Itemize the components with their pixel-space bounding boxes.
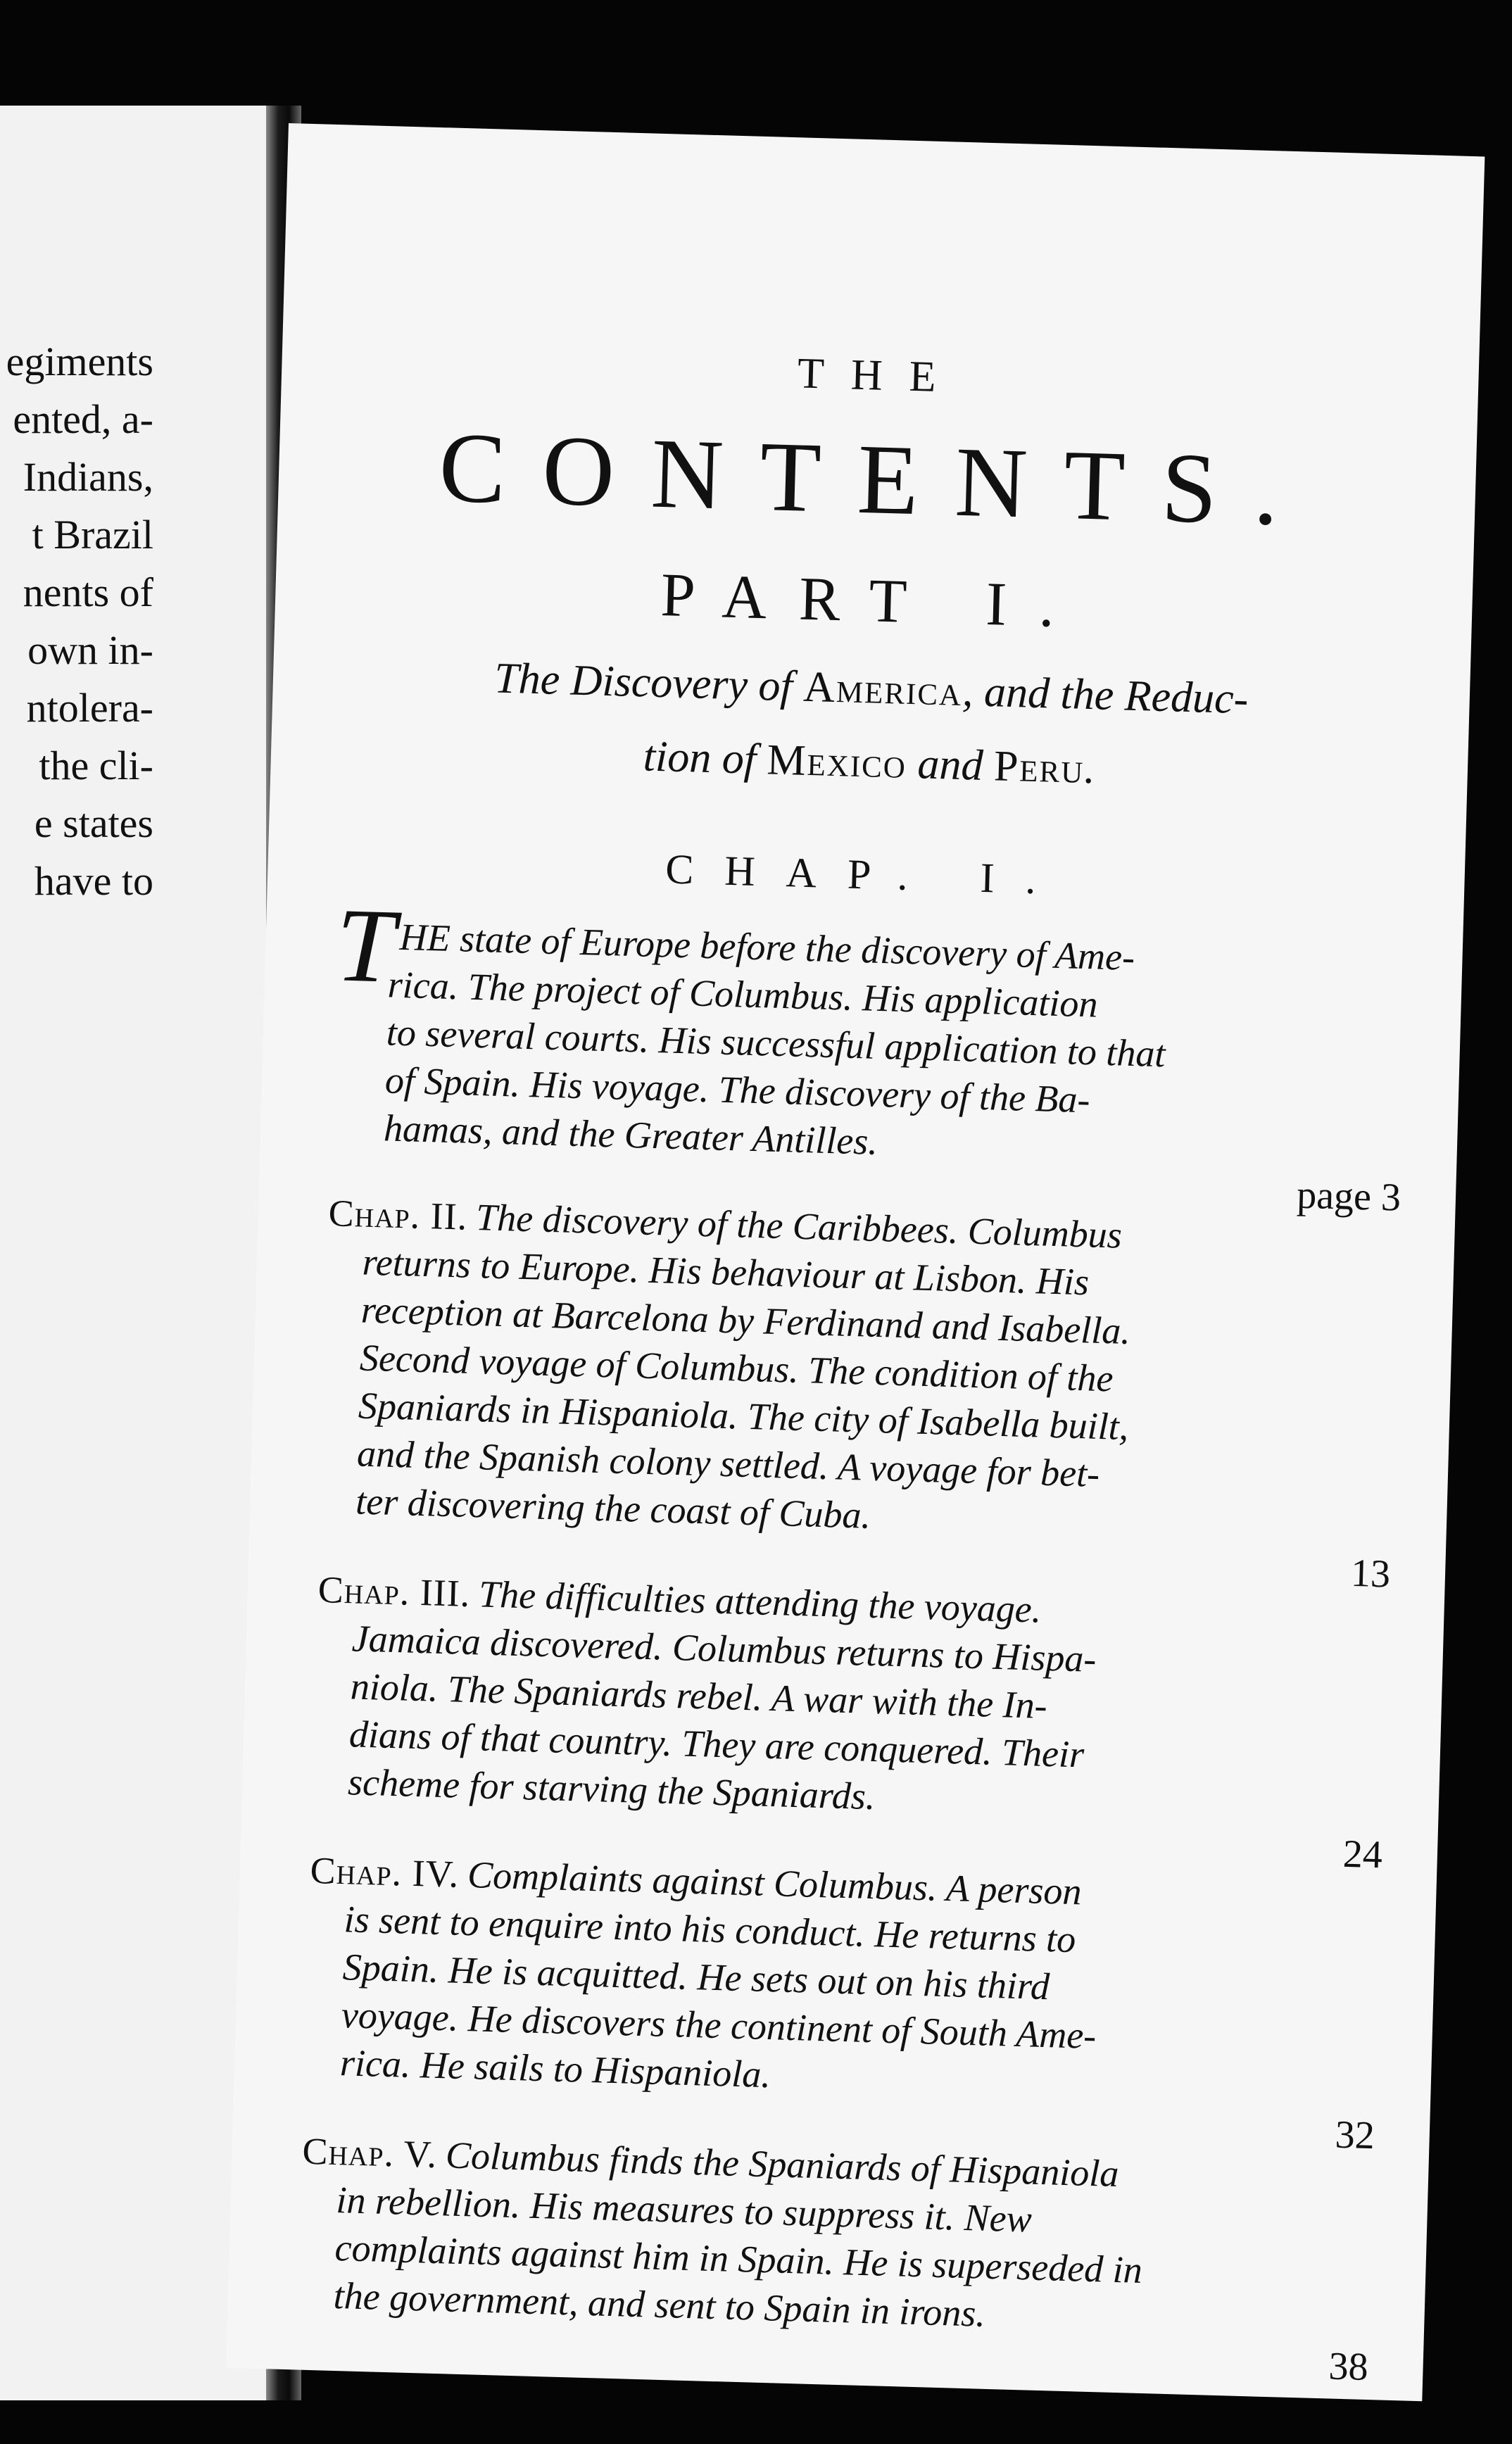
drop-capital: T <box>334 886 397 1005</box>
toc-line: niola. The Spaniards rebel. A war with the In- <box>350 1665 1048 1727</box>
toc-line: Spaniards in Hispaniola. The city of Isabella built, <box>358 1384 1130 1449</box>
toc-line: Spain. He is acquitted. He sets out on his third <box>342 1946 1050 2008</box>
chapter-label: Chap. II. <box>327 1192 469 1238</box>
chapter-label: Chap. IV. <box>309 1848 460 1896</box>
toc-line: Jamaica discovered. Columbus returns to Hispa- <box>351 1617 1097 1680</box>
subtitle-text: , and the Reduc- <box>962 667 1249 724</box>
toc-line: Second voyage of Columbus. The condition of the <box>359 1336 1114 1400</box>
subtitle-smallcaps: Mexico <box>766 736 907 788</box>
page-number: 13 <box>1350 1551 1391 1596</box>
toc-text: Complaints against Columbus. A person <box>467 1853 1083 1913</box>
toc-line: reception at Barcelona by Ferdinand and Isabella. <box>360 1288 1131 1353</box>
chapter-label: Chap. III. <box>317 1568 472 1615</box>
toc-line: complaints against him in Spain. He is superseded in <box>334 2226 1143 2292</box>
page-number: 32 <box>1334 2112 1375 2158</box>
toc-text: The discovery of the Caribbees. Columbus <box>475 1196 1123 1256</box>
chapter-label: Chap. V. <box>301 2129 438 2177</box>
left-page-line: the cli- <box>39 743 153 788</box>
left-page-line: nents of <box>23 569 153 615</box>
page-number: page 3 <box>1296 1173 1401 1220</box>
subtitle-text: tion of <box>643 732 757 783</box>
toc-line: rica. The project of Columbus. His application <box>387 963 1099 1026</box>
left-page-line: egiments <box>6 339 153 384</box>
toc-text: Columbus finds the Spaniards of Hispaniola <box>445 2134 1120 2196</box>
page-number: 24 <box>1342 1832 1383 1877</box>
heading-the: THE <box>797 349 964 402</box>
toc-line: dians of that country. They are conquered. Their <box>348 1713 1085 1776</box>
toc-line: returns to Europe. His behaviour at Lisbon. His <box>362 1240 1090 1304</box>
toc-line: in rebellion. His measures to suppress it. New <box>335 2179 1033 2241</box>
subtitle-text: The Discovery of <box>493 654 793 711</box>
left-page-line: e states <box>34 800 153 846</box>
toc-line: HE state of Europe before the discovery of Ame- <box>398 915 1135 979</box>
contents-page <box>226 123 1485 2401</box>
left-page-line: Indians, <box>23 454 153 500</box>
toc-line: and the Spanish colony settled. A voyage for bet- <box>356 1432 1101 1495</box>
toc-line: is sent to enquire into his conduct. He returns to <box>343 1898 1077 1961</box>
left-page-line: own in- <box>27 627 153 673</box>
subtitle-text: and <box>916 740 984 790</box>
toc-line: to several courts. His successful application to that <box>386 1011 1166 1076</box>
heading-contents: CONTENTS. <box>437 411 1317 547</box>
previous-page-fragment <box>0 106 267 2400</box>
left-page-line: have to <box>34 858 153 904</box>
toc-line: rica. He sails to Hispaniola. <box>339 2041 771 2096</box>
part-heading: PART I. <box>660 561 1088 641</box>
subtitle-smallcaps: Peru <box>993 742 1085 793</box>
left-page-line: ntolera- <box>26 685 153 731</box>
toc-line: the government, and sent to Spain in irons. <box>333 2274 986 2335</box>
left-page-line: t Brazil <box>32 512 153 558</box>
part-subtitle-line-1 <box>272 648 1470 731</box>
part-subtitle-line-2 <box>270 722 1468 805</box>
toc-text: The difficulties attending the voyage. <box>478 1573 1042 1631</box>
toc-line: voyage. He discovers the continent of South Ame- <box>341 1993 1097 2058</box>
toc-line: of Spain. His voyage. The discovery of the Ba- <box>384 1059 1091 1121</box>
page-number: 38 <box>1328 2344 1369 2390</box>
toc-line: ter discovering the coast of Cuba. <box>355 1480 871 1537</box>
subtitle-text: . <box>1083 744 1096 793</box>
subtitle-smallcaps: America <box>802 662 964 716</box>
toc-line: scheme for starving the Spaniards. <box>347 1760 876 1818</box>
chapter-one-heading: CHAP. I. <box>664 845 1068 904</box>
left-page-line: ented, a- <box>13 396 153 442</box>
toc-line: hamas, and the Greater Antilles. <box>383 1107 878 1163</box>
